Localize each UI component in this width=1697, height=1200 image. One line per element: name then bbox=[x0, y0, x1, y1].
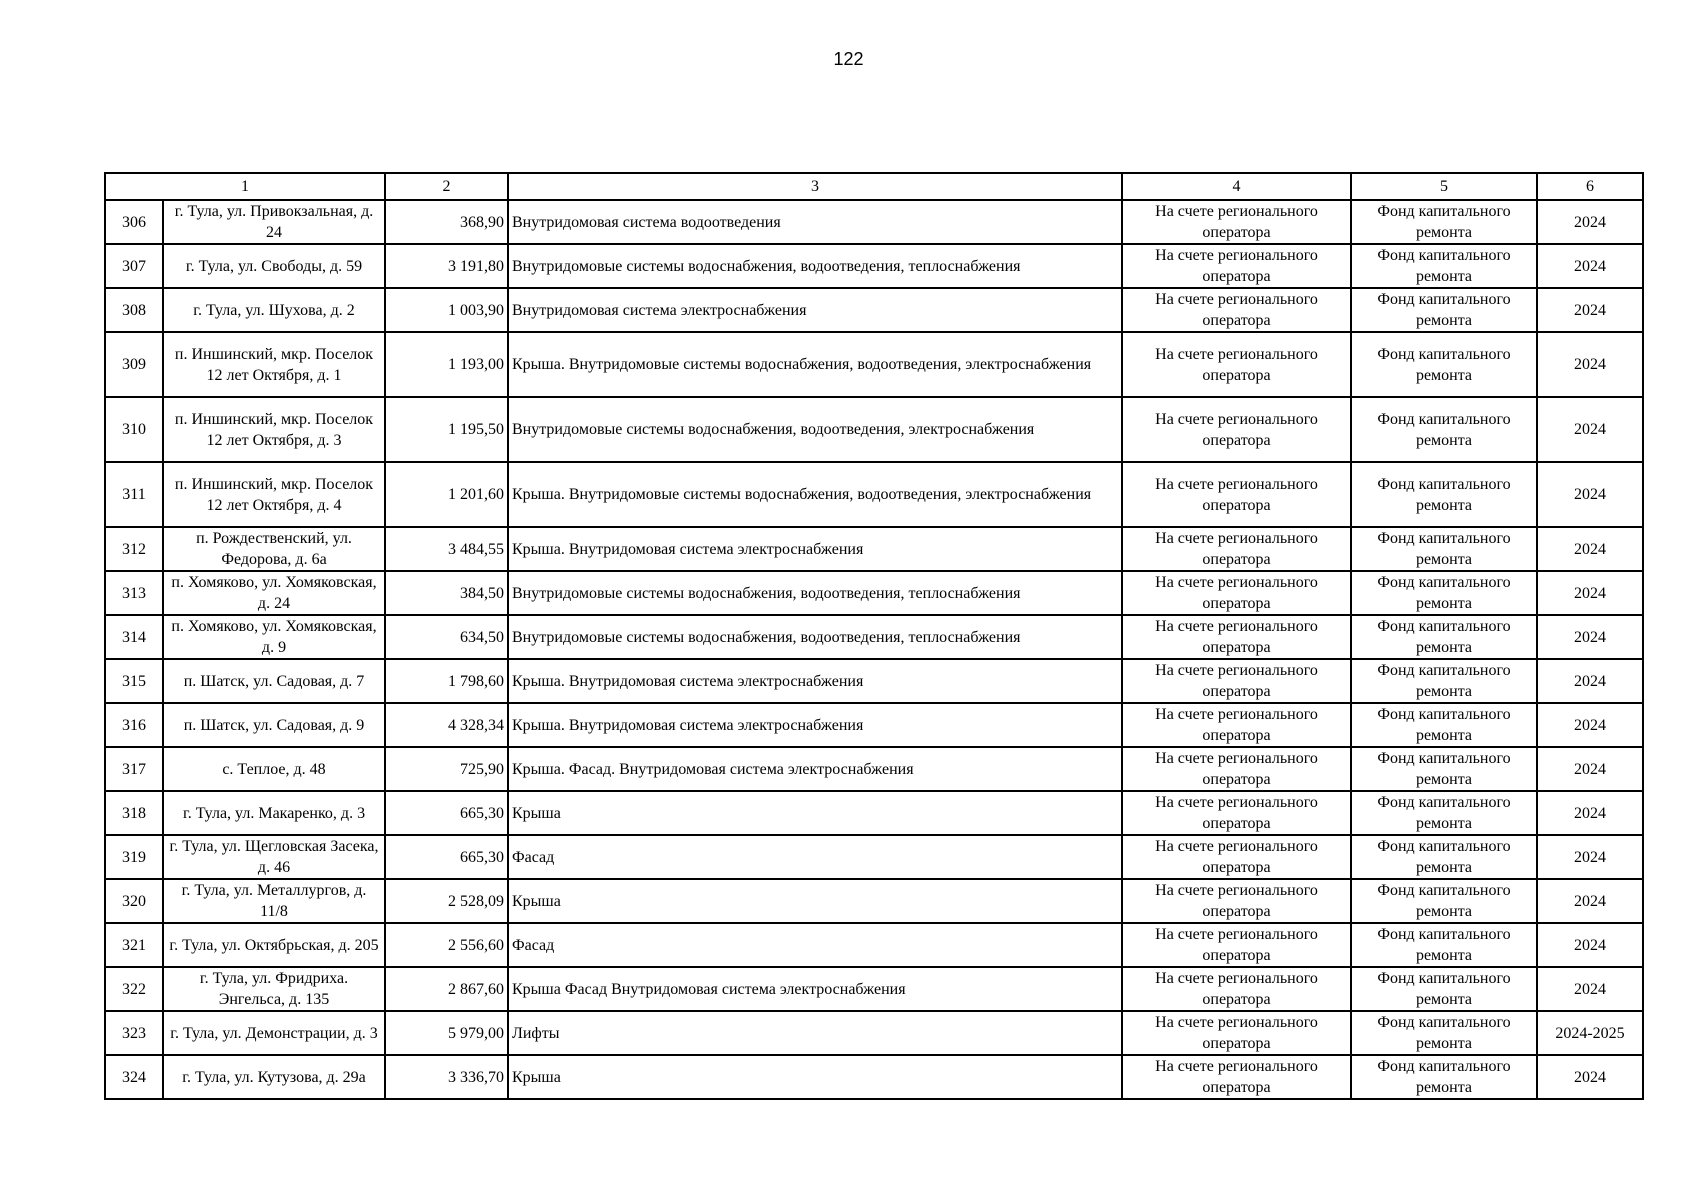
account-cell: На счете регионального оператора bbox=[1122, 659, 1351, 703]
work-type-cell: Внутридомовые системы водоснабжения, водоотведения, электроснабжения bbox=[508, 397, 1122, 462]
address-cell: г. Тула, ул. Фридриха. Энгельса, д. 135 bbox=[163, 967, 385, 1011]
row-number-cell: 306 bbox=[105, 200, 163, 244]
address-cell: п. Хомяково, ул. Хомяковская, д. 9 bbox=[163, 615, 385, 659]
row-number-cell: 322 bbox=[105, 967, 163, 1011]
work-type-cell: Крыша. Внутридомовая система электроснабжения bbox=[508, 703, 1122, 747]
year-cell: 2024 bbox=[1537, 835, 1643, 879]
address-cell: г. Тула, ул. Свободы, д. 59 bbox=[163, 244, 385, 288]
table-row bbox=[105, 288, 1643, 332]
area-cell: 1 193,00 bbox=[385, 332, 508, 397]
column-header-5: 5 bbox=[1351, 173, 1537, 200]
address-cell: п. Шатск, ул. Садовая, д. 7 bbox=[163, 659, 385, 703]
account-cell: На счете регионального оператора bbox=[1122, 835, 1351, 879]
address-cell: г. Тула, ул. Демонстрации, д. 3 bbox=[163, 1011, 385, 1055]
year-cell: 2024 bbox=[1537, 200, 1643, 244]
work-type-cell: Внутридомовая система электроснабжения bbox=[508, 288, 1122, 332]
year-cell: 2024 bbox=[1537, 462, 1643, 527]
account-cell: На счете регионального оператора bbox=[1122, 332, 1351, 397]
address-cell: г. Тула, ул. Шухова, д. 2 bbox=[163, 288, 385, 332]
year-cell: 2024 bbox=[1537, 967, 1643, 1011]
account-cell: На счете регионального оператора bbox=[1122, 1011, 1351, 1055]
address-cell: п. Иншинский, мкр. Поселок 12 лет Октября, д. 1 bbox=[163, 332, 385, 397]
row-number-cell: 315 bbox=[105, 659, 163, 703]
year-cell: 2024 bbox=[1537, 747, 1643, 791]
address-cell: п. Иншинский, мкр. Поселок 12 лет Октября, д. 3 bbox=[163, 397, 385, 462]
funding-source-cell: Фонд капитального ремонта bbox=[1351, 879, 1537, 923]
row-number-cell: 318 bbox=[105, 791, 163, 835]
funding-source-cell: Фонд капитального ремонта bbox=[1351, 923, 1537, 967]
table-row bbox=[105, 462, 1643, 527]
year-cell: 2024 bbox=[1537, 571, 1643, 615]
address-cell: п. Хомяково, ул. Хомяковская, д. 24 bbox=[163, 571, 385, 615]
row-number-cell: 314 bbox=[105, 615, 163, 659]
area-cell: 665,30 bbox=[385, 835, 508, 879]
column-header-2: 2 bbox=[385, 173, 508, 200]
account-cell: На счете регионального оператора bbox=[1122, 967, 1351, 1011]
area-cell: 368,90 bbox=[385, 200, 508, 244]
area-cell: 634,50 bbox=[385, 615, 508, 659]
row-number-cell: 312 bbox=[105, 527, 163, 571]
work-type-cell: Крыша. Внутридомовая система электроснабжения bbox=[508, 527, 1122, 571]
funding-source-cell: Фонд капитального ремонта bbox=[1351, 659, 1537, 703]
work-type-cell: Крыша bbox=[508, 1055, 1122, 1099]
year-cell: 2024 bbox=[1537, 879, 1643, 923]
work-type-cell: Внутридомовые системы водоснабжения, водоотведения, теплоснабжения bbox=[508, 571, 1122, 615]
funding-source-cell: Фонд капитального ремонта bbox=[1351, 462, 1537, 527]
area-cell: 725,90 bbox=[385, 747, 508, 791]
table-row bbox=[105, 703, 1643, 747]
year-cell: 2024 bbox=[1537, 659, 1643, 703]
address-cell: г. Тула, ул. Привокзальная, д. 24 bbox=[163, 200, 385, 244]
funding-source-cell: Фонд капитального ремонта bbox=[1351, 791, 1537, 835]
work-type-cell: Внутридомовые системы водоснабжения, водоотведения, теплоснабжения bbox=[508, 615, 1122, 659]
area-cell: 3 336,70 bbox=[385, 1055, 508, 1099]
account-cell: На счете регионального оператора bbox=[1122, 703, 1351, 747]
area-cell: 2 528,09 bbox=[385, 879, 508, 923]
account-cell: На счете регионального оператора bbox=[1122, 571, 1351, 615]
account-cell: На счете регионального оператора bbox=[1122, 462, 1351, 527]
column-header-1: 1 bbox=[105, 173, 385, 200]
area-cell: 1 003,90 bbox=[385, 288, 508, 332]
year-cell: 2024 bbox=[1537, 397, 1643, 462]
address-cell: г. Тула, ул. Октябрьская, д. 205 bbox=[163, 923, 385, 967]
area-cell: 3 191,80 bbox=[385, 244, 508, 288]
address-cell: п. Шатск, ул. Садовая, д. 9 bbox=[163, 703, 385, 747]
work-type-cell: Фасад bbox=[508, 923, 1122, 967]
table-row bbox=[105, 200, 1643, 244]
row-number-cell: 310 bbox=[105, 397, 163, 462]
column-header-4: 4 bbox=[1122, 173, 1351, 200]
table-row bbox=[105, 244, 1643, 288]
table-row bbox=[105, 879, 1643, 923]
account-cell: На счете регионального оператора bbox=[1122, 244, 1351, 288]
table-body bbox=[105, 173, 1643, 1099]
account-cell: На счете регионального оператора bbox=[1122, 923, 1351, 967]
funding-source-cell: Фонд капитального ремонта bbox=[1351, 615, 1537, 659]
area-cell: 5 979,00 bbox=[385, 1011, 508, 1055]
area-cell: 3 484,55 bbox=[385, 527, 508, 571]
address-cell: г. Тула, ул. Кутузова, д. 29а bbox=[163, 1055, 385, 1099]
funding-source-cell: Фонд капитального ремонта bbox=[1351, 1011, 1537, 1055]
area-cell: 1 798,60 bbox=[385, 659, 508, 703]
table-row bbox=[105, 923, 1643, 967]
funding-source-cell: Фонд капитального ремонта bbox=[1351, 967, 1537, 1011]
address-cell: п. Иншинский, мкр. Поселок 12 лет Октября, д. 4 bbox=[163, 462, 385, 527]
funding-source-cell: Фонд капитального ремонта bbox=[1351, 1055, 1537, 1099]
area-cell: 2 867,60 bbox=[385, 967, 508, 1011]
funding-source-cell: Фонд капитального ремонта bbox=[1351, 747, 1537, 791]
area-cell: 384,50 bbox=[385, 571, 508, 615]
area-cell: 2 556,60 bbox=[385, 923, 508, 967]
row-number-cell: 319 bbox=[105, 835, 163, 879]
year-cell: 2024 bbox=[1537, 332, 1643, 397]
funding-source-cell: Фонд капитального ремонта bbox=[1351, 397, 1537, 462]
account-cell: На счете регионального оператора bbox=[1122, 200, 1351, 244]
account-cell: На счете регионального оператора bbox=[1122, 1055, 1351, 1099]
account-cell: На счете регионального оператора bbox=[1122, 791, 1351, 835]
work-type-cell: Крыша. Внутридомовые системы водоснабжения, водоотведения, электроснабжения bbox=[508, 332, 1122, 397]
area-cell: 665,30 bbox=[385, 791, 508, 835]
table-row bbox=[105, 747, 1643, 791]
area-cell: 1 195,50 bbox=[385, 397, 508, 462]
account-cell: На счете регионального оператора bbox=[1122, 879, 1351, 923]
work-type-cell: Внутридомовая система водоотведения bbox=[508, 200, 1122, 244]
year-cell: 2024 bbox=[1537, 527, 1643, 571]
work-type-cell: Крыша bbox=[508, 879, 1122, 923]
address-cell: г. Тула, ул. Щегловская Засека, д. 46 bbox=[163, 835, 385, 879]
account-cell: На счете регионального оператора bbox=[1122, 747, 1351, 791]
funding-source-cell: Фонд капитального ремонта bbox=[1351, 703, 1537, 747]
work-type-cell: Крыша. Фасад. Внутридомовая система электроснабжения bbox=[508, 747, 1122, 791]
row-number-cell: 313 bbox=[105, 571, 163, 615]
column-header-6: 6 bbox=[1537, 173, 1643, 200]
year-cell: 2024 bbox=[1537, 703, 1643, 747]
address-cell: г. Тула, ул. Макаренко, д. 3 bbox=[163, 791, 385, 835]
funding-source-cell: Фонд капитального ремонта bbox=[1351, 288, 1537, 332]
row-number-cell: 321 bbox=[105, 923, 163, 967]
row-number-cell: 308 bbox=[105, 288, 163, 332]
row-number-cell: 309 bbox=[105, 332, 163, 397]
column-header-3: 3 bbox=[508, 173, 1122, 200]
row-number-cell: 311 bbox=[105, 462, 163, 527]
year-cell: 2024 bbox=[1537, 923, 1643, 967]
table-row bbox=[105, 791, 1643, 835]
address-cell: с. Теплое, д. 48 bbox=[163, 747, 385, 791]
page-number: 122 bbox=[833, 49, 864, 69]
address-cell: г. Тула, ул. Металлургов, д. 11/8 bbox=[163, 879, 385, 923]
year-cell: 2024 bbox=[1537, 288, 1643, 332]
row-number-cell: 320 bbox=[105, 879, 163, 923]
funding-source-cell: Фонд капитального ремонта bbox=[1351, 835, 1537, 879]
funding-source-cell: Фонд капитального ремонта bbox=[1351, 200, 1537, 244]
row-number-cell: 307 bbox=[105, 244, 163, 288]
work-type-cell: Лифты bbox=[508, 1011, 1122, 1055]
table-row bbox=[105, 967, 1643, 1011]
year-cell: 2024 bbox=[1537, 244, 1643, 288]
year-cell: 2024 bbox=[1537, 1055, 1643, 1099]
table-row bbox=[105, 397, 1643, 462]
row-number-cell: 323 bbox=[105, 1011, 163, 1055]
area-cell: 1 201,60 bbox=[385, 462, 508, 527]
funding-source-cell: Фонд капитального ремонта bbox=[1351, 571, 1537, 615]
work-type-cell: Крыша Фасад Внутридомовая система электроснабжения bbox=[508, 967, 1122, 1011]
address-cell: п. Рождественский, ул. Федорова, д. 6а bbox=[163, 527, 385, 571]
table-row bbox=[105, 659, 1643, 703]
year-cell: 2024 bbox=[1537, 615, 1643, 659]
year-cell: 2024 bbox=[1537, 791, 1643, 835]
row-number-cell: 324 bbox=[105, 1055, 163, 1099]
funding-source-cell: Фонд капитального ремонта bbox=[1351, 527, 1537, 571]
area-cell: 4 328,34 bbox=[385, 703, 508, 747]
header-row bbox=[105, 173, 1643, 200]
account-cell: На счете регионального оператора bbox=[1122, 615, 1351, 659]
funding-source-cell: Фонд капитального ремонта bbox=[1351, 244, 1537, 288]
row-number-cell: 316 bbox=[105, 703, 163, 747]
work-type-cell: Крыша. Внутридомовые системы водоснабжения, водоотведения, электроснабжения bbox=[508, 462, 1122, 527]
year-cell: 2024-2025 bbox=[1537, 1011, 1643, 1055]
table-row bbox=[105, 835, 1643, 879]
account-cell: На счете регионального оператора bbox=[1122, 527, 1351, 571]
table-row bbox=[105, 1011, 1643, 1055]
work-type-cell: Крыша. Внутридомовая система электроснабжения bbox=[508, 659, 1122, 703]
work-type-cell: Внутридомовые системы водоснабжения, водоотведения, теплоснабжения bbox=[508, 244, 1122, 288]
account-cell: На счете регионального оператора bbox=[1122, 288, 1351, 332]
row-number-cell: 317 bbox=[105, 747, 163, 791]
funding-source-cell: Фонд капитального ремонта bbox=[1351, 332, 1537, 397]
table-row bbox=[105, 571, 1643, 615]
table-row bbox=[105, 527, 1643, 571]
account-cell: На счете регионального оператора bbox=[1122, 397, 1351, 462]
table-row bbox=[105, 615, 1643, 659]
table-row bbox=[105, 332, 1643, 397]
repair-schedule-table bbox=[104, 172, 1644, 1100]
work-type-cell: Фасад bbox=[508, 835, 1122, 879]
table-row bbox=[105, 1055, 1643, 1099]
work-type-cell: Крыша bbox=[508, 791, 1122, 835]
